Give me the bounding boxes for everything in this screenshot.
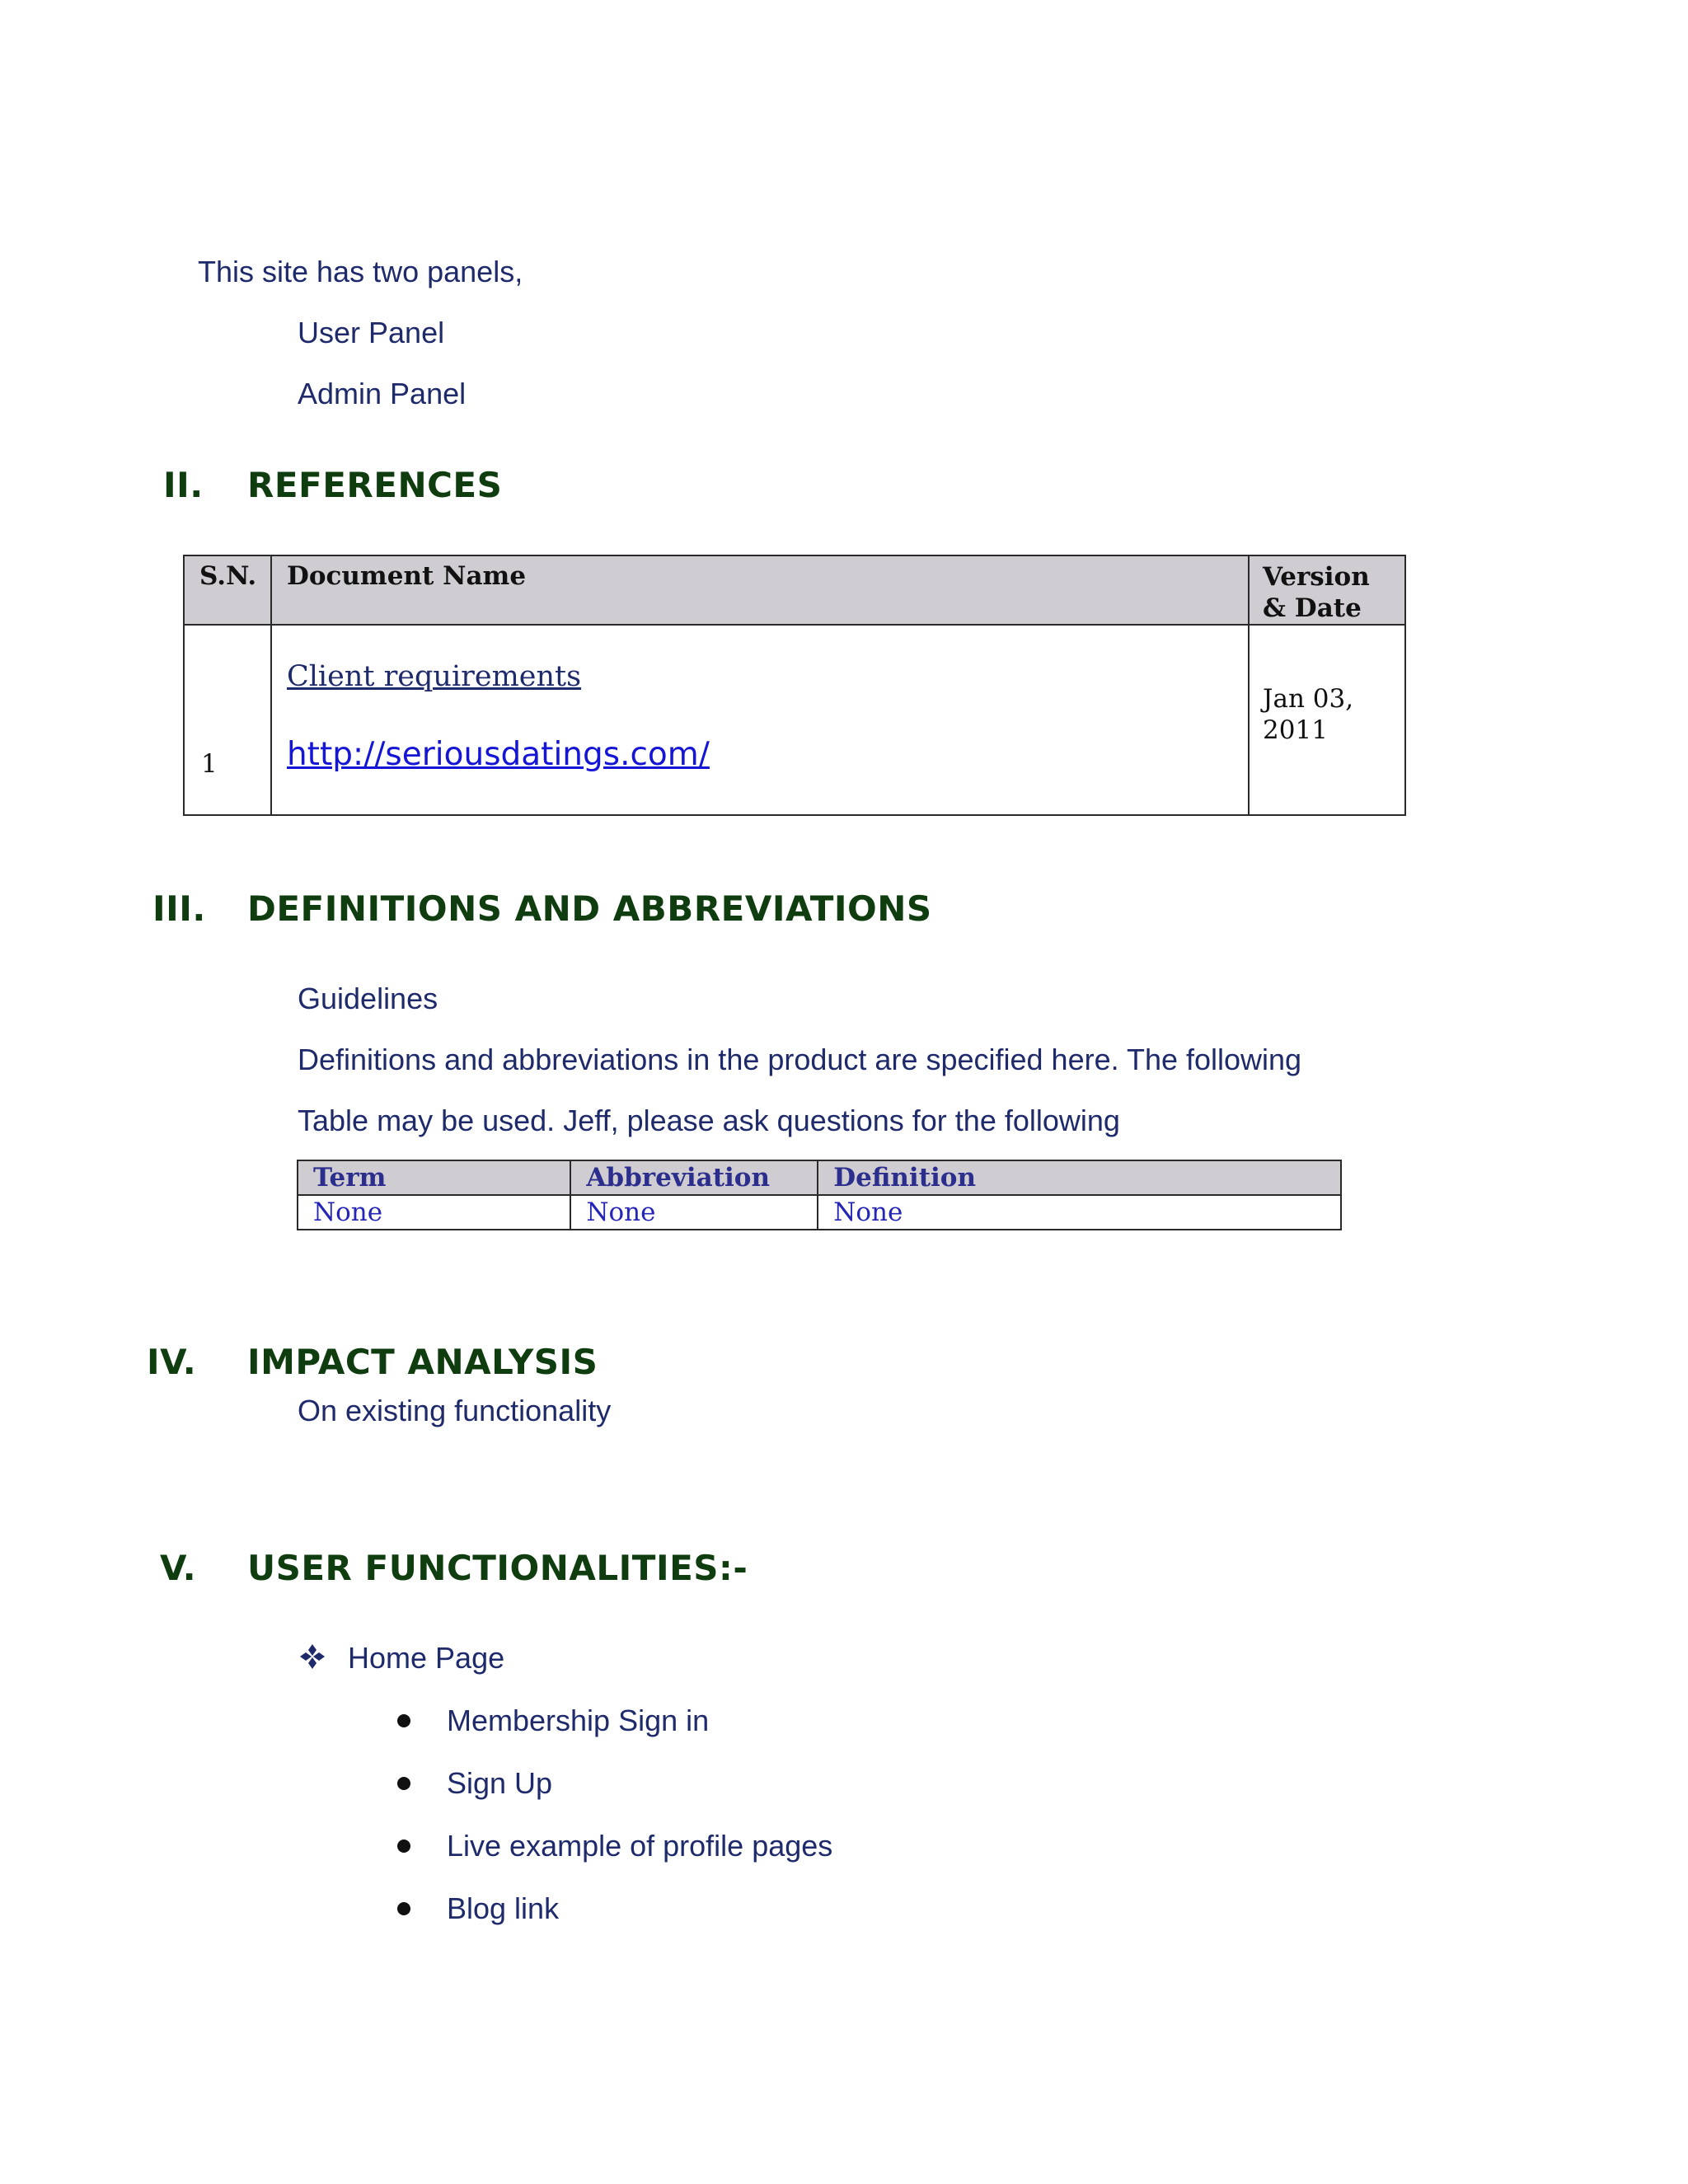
panel-user: User Panel xyxy=(298,316,445,349)
header-document-name: Document Name xyxy=(271,555,1249,625)
references-table xyxy=(183,555,1406,816)
section-title-references: REFERENCES xyxy=(247,465,503,505)
cell-abbreviation: None xyxy=(570,1195,818,1230)
section-number-user-functionalities: V. xyxy=(160,1548,197,1588)
header-version-date: Version & Date xyxy=(1249,555,1405,625)
intro-line: This site has two panels, xyxy=(198,255,523,288)
bullet-icon xyxy=(397,1902,410,1915)
cell-version-date: Jan 03, 2011 xyxy=(1249,625,1405,815)
guidelines-label: Guidelines xyxy=(298,982,438,1015)
definitions-text-line2: Table may be used. Jeff, please ask questions for the following xyxy=(298,1104,1120,1137)
list-item-membership-sign-in: Membership Sign in xyxy=(447,1704,710,1737)
cell-document xyxy=(271,625,1249,815)
list-item-live-example: Live example of profile pages xyxy=(447,1829,833,1863)
website-url-link[interactable]: http://seriousdatings.com/ xyxy=(286,736,710,773)
definitions-text-line1: Definitions and abbreviations in the product are specified here. The following xyxy=(298,1043,1302,1076)
section-number-impact: IV. xyxy=(147,1342,197,1382)
table-row xyxy=(184,625,1405,815)
section-number-definitions: III. xyxy=(152,888,206,929)
impact-text: On existing functionality xyxy=(298,1394,612,1427)
panel-admin: Admin Panel xyxy=(298,377,467,410)
table-row xyxy=(298,1195,1341,1230)
cell-sn: 1 xyxy=(184,625,271,815)
section-title-user-functionalities: USER FUNCTIONALITIES:- xyxy=(247,1548,748,1588)
section-title-impact: IMPACT ANALYSIS xyxy=(247,1342,598,1382)
table-header-row xyxy=(184,555,1405,625)
bullet-icon xyxy=(397,1840,410,1853)
list-item-blog-link: Blog link xyxy=(447,1891,560,1925)
header-sn: S.N. xyxy=(184,555,271,625)
home-page-item: Home Page xyxy=(348,1641,505,1675)
table-header-row xyxy=(298,1160,1341,1195)
client-requirements-link[interactable]: Client requirements xyxy=(286,660,582,693)
definitions-table xyxy=(297,1160,1342,1230)
list-item-sign-up: Sign Up xyxy=(447,1766,553,1800)
cell-term: None xyxy=(298,1195,570,1230)
header-definition: Definition xyxy=(818,1160,1341,1195)
header-abbreviation: Abbreviation xyxy=(570,1160,818,1195)
section-title-definitions: DEFINITIONS AND ABBREVIATIONS xyxy=(247,888,932,929)
bullet-icon xyxy=(397,1777,410,1790)
bullet-icon xyxy=(397,1714,410,1727)
four-diamond-bullet-icon xyxy=(298,1643,326,1671)
cell-definition: None xyxy=(818,1195,1341,1230)
header-term: Term xyxy=(298,1160,570,1195)
